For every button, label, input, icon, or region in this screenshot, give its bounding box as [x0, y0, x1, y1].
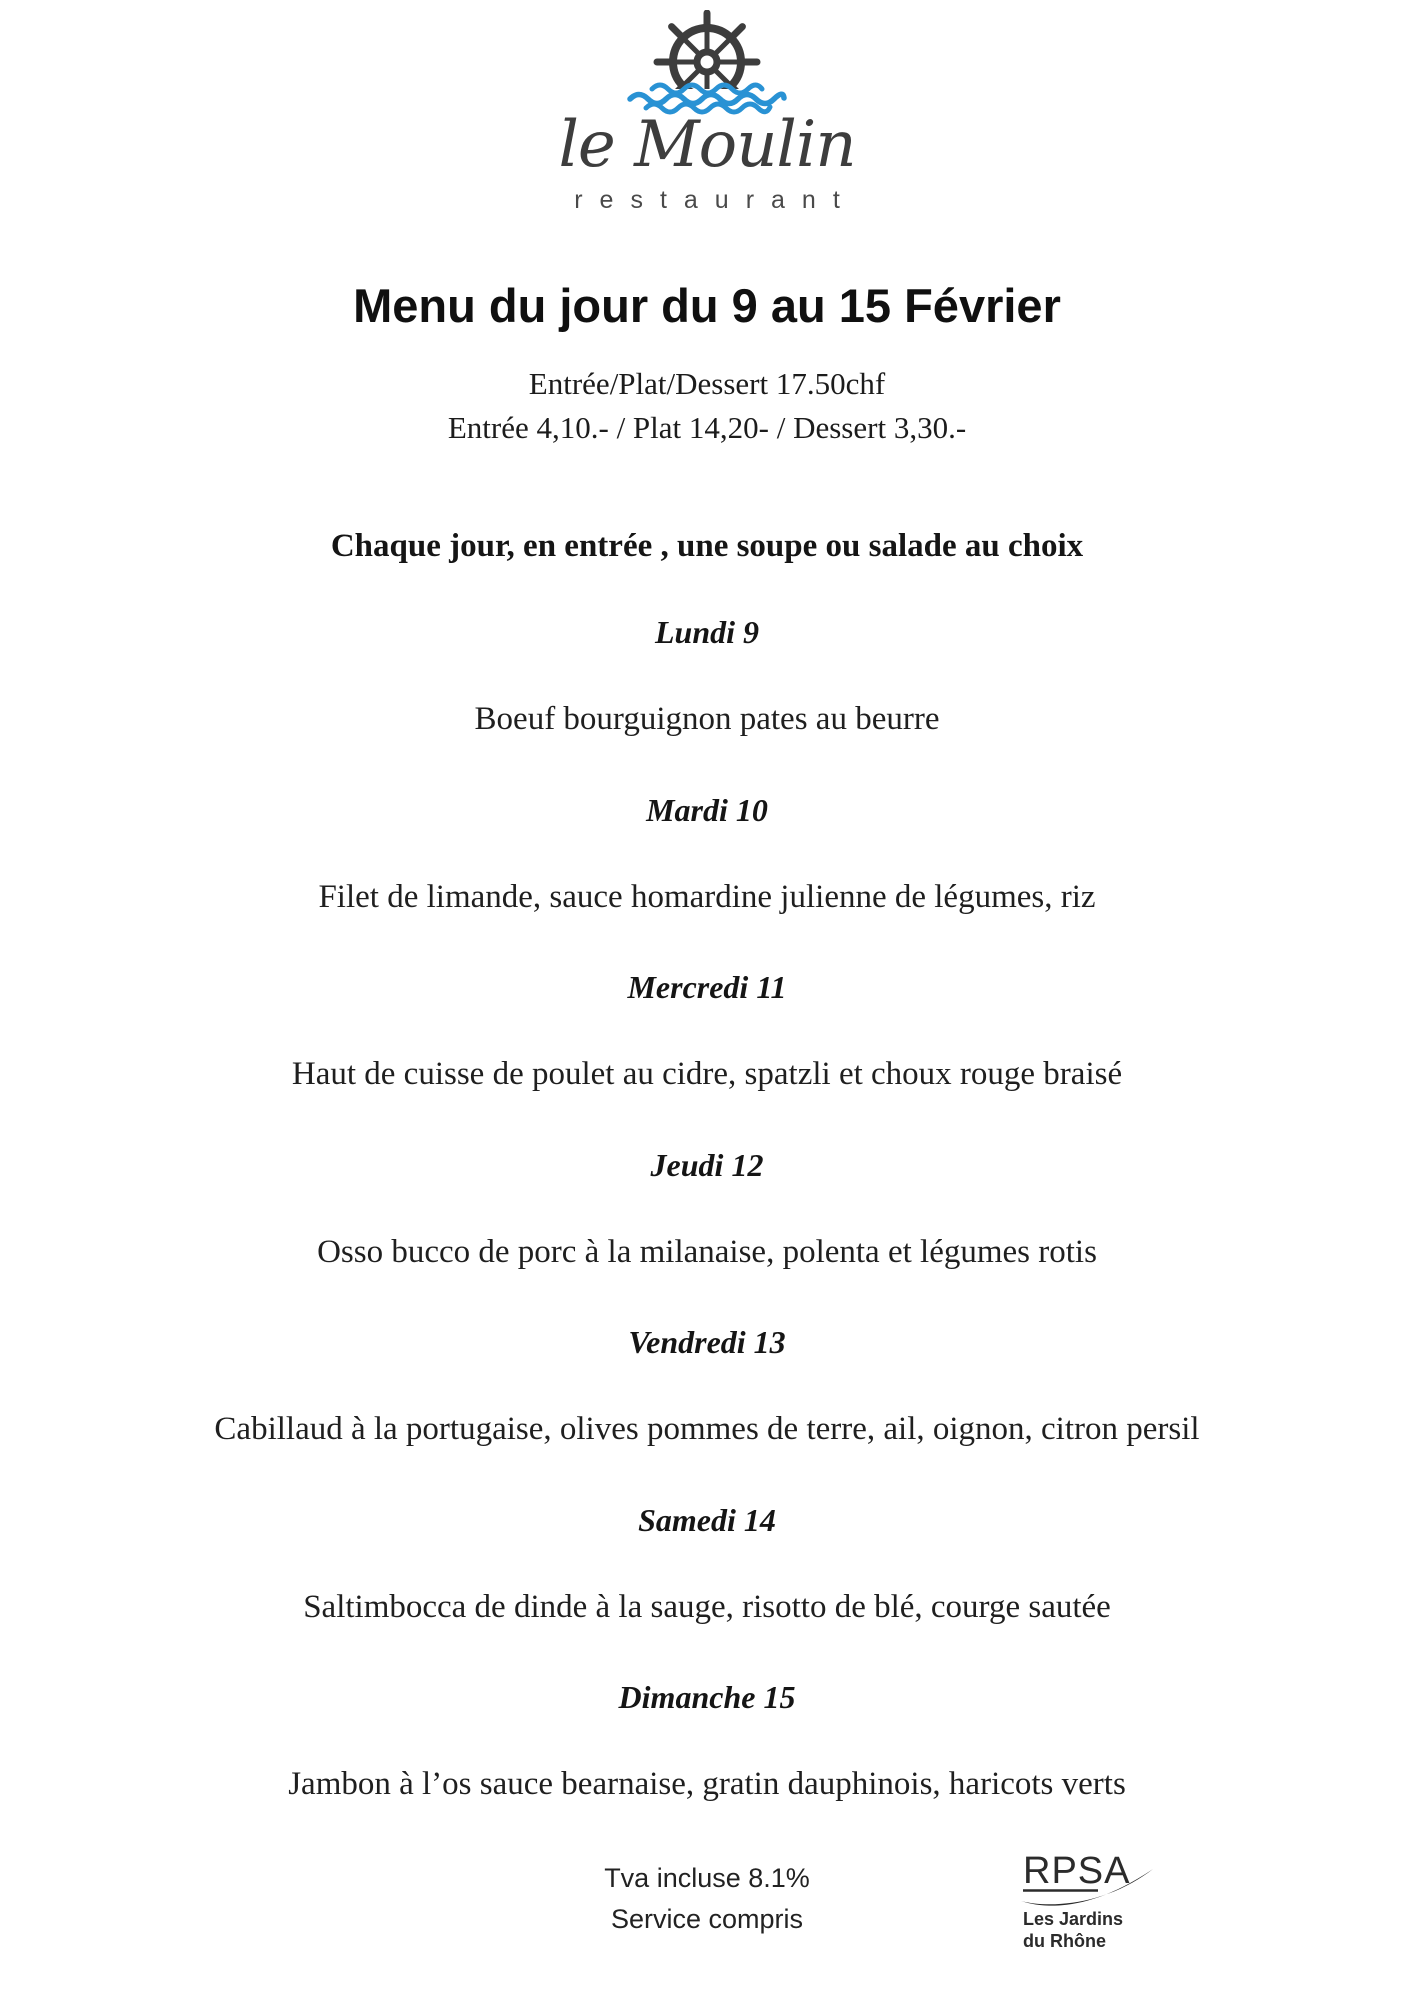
day-label-mardi: Mardi 10 [646, 792, 768, 828]
restaurant-logo [622, 10, 792, 120]
day-dish-lundi: Boeuf bourguignon pates au beurre [474, 701, 940, 737]
price-formula: Entrée/Plat/Dessert 17.50chf [528, 366, 886, 401]
day-label-samedi: Samedi 14 [638, 1502, 776, 1538]
rpsa-logo-icon [1012, 1846, 1162, 1954]
day-dish-vendredi: Cabillaud à la portugaise, olives pommes de terre, ail, oignon, citron persil [214, 1411, 1200, 1447]
day-dish-dimanche: Jambon à l’os sauce bearnaise, gratin dauphinois, haricots verts [288, 1766, 1126, 1802]
rpsa-acronym: RPSA [1023, 1850, 1131, 1892]
ship-wheel-with-waves-icon [622, 10, 792, 115]
partner-logo-rpsa [1012, 1846, 1162, 1959]
tax-note: Tva incluse 8.1% [604, 1863, 810, 1893]
footer-notes [0, 1858, 1414, 1940]
price-detail: Entrée 4,10.- / Plat 14,20- / Dessert 3,30.- [447, 410, 967, 445]
service-note: Service compris [610, 1904, 804, 1934]
day-dish-mercredi: Haut de cuisse de poulet au cidre, spatzli et choux rouge braisé [291, 1056, 1123, 1092]
rpsa-line1: Les Jardins [1023, 1909, 1124, 1929]
day-label-dimanche: Dimanche 15 [618, 1679, 796, 1715]
day-label-mercredi: Mercredi 11 [627, 969, 787, 1005]
day-dish-mardi: Filet de limande, sauce homardine julienne de légumes, riz [318, 879, 1096, 915]
logo-wordmark: le Moulin [558, 108, 856, 182]
page-title: Menu du jour du 9 au 15 Février [353, 279, 1061, 332]
daily-starter-note: Chaque jour, en entrée , une soupe ou salade au choix [330, 528, 1084, 564]
day-label-jeudi: Jeudi 12 [650, 1147, 764, 1183]
day-label-lundi: Lundi 9 [654, 614, 760, 650]
day-dish-samedi: Saltimbocca de dinde à la sauge, risotto de blé, courge sautée [303, 1589, 1111, 1625]
day-dish-jeudi: Osso bucco de porc à la milanaise, polenta et légumes rotis [317, 1234, 1097, 1270]
day-label-vendredi: Vendredi 13 [628, 1324, 786, 1360]
rpsa-line2: du Rhône [1023, 1931, 1106, 1951]
logo-subtitle: restaurant [574, 186, 857, 214]
